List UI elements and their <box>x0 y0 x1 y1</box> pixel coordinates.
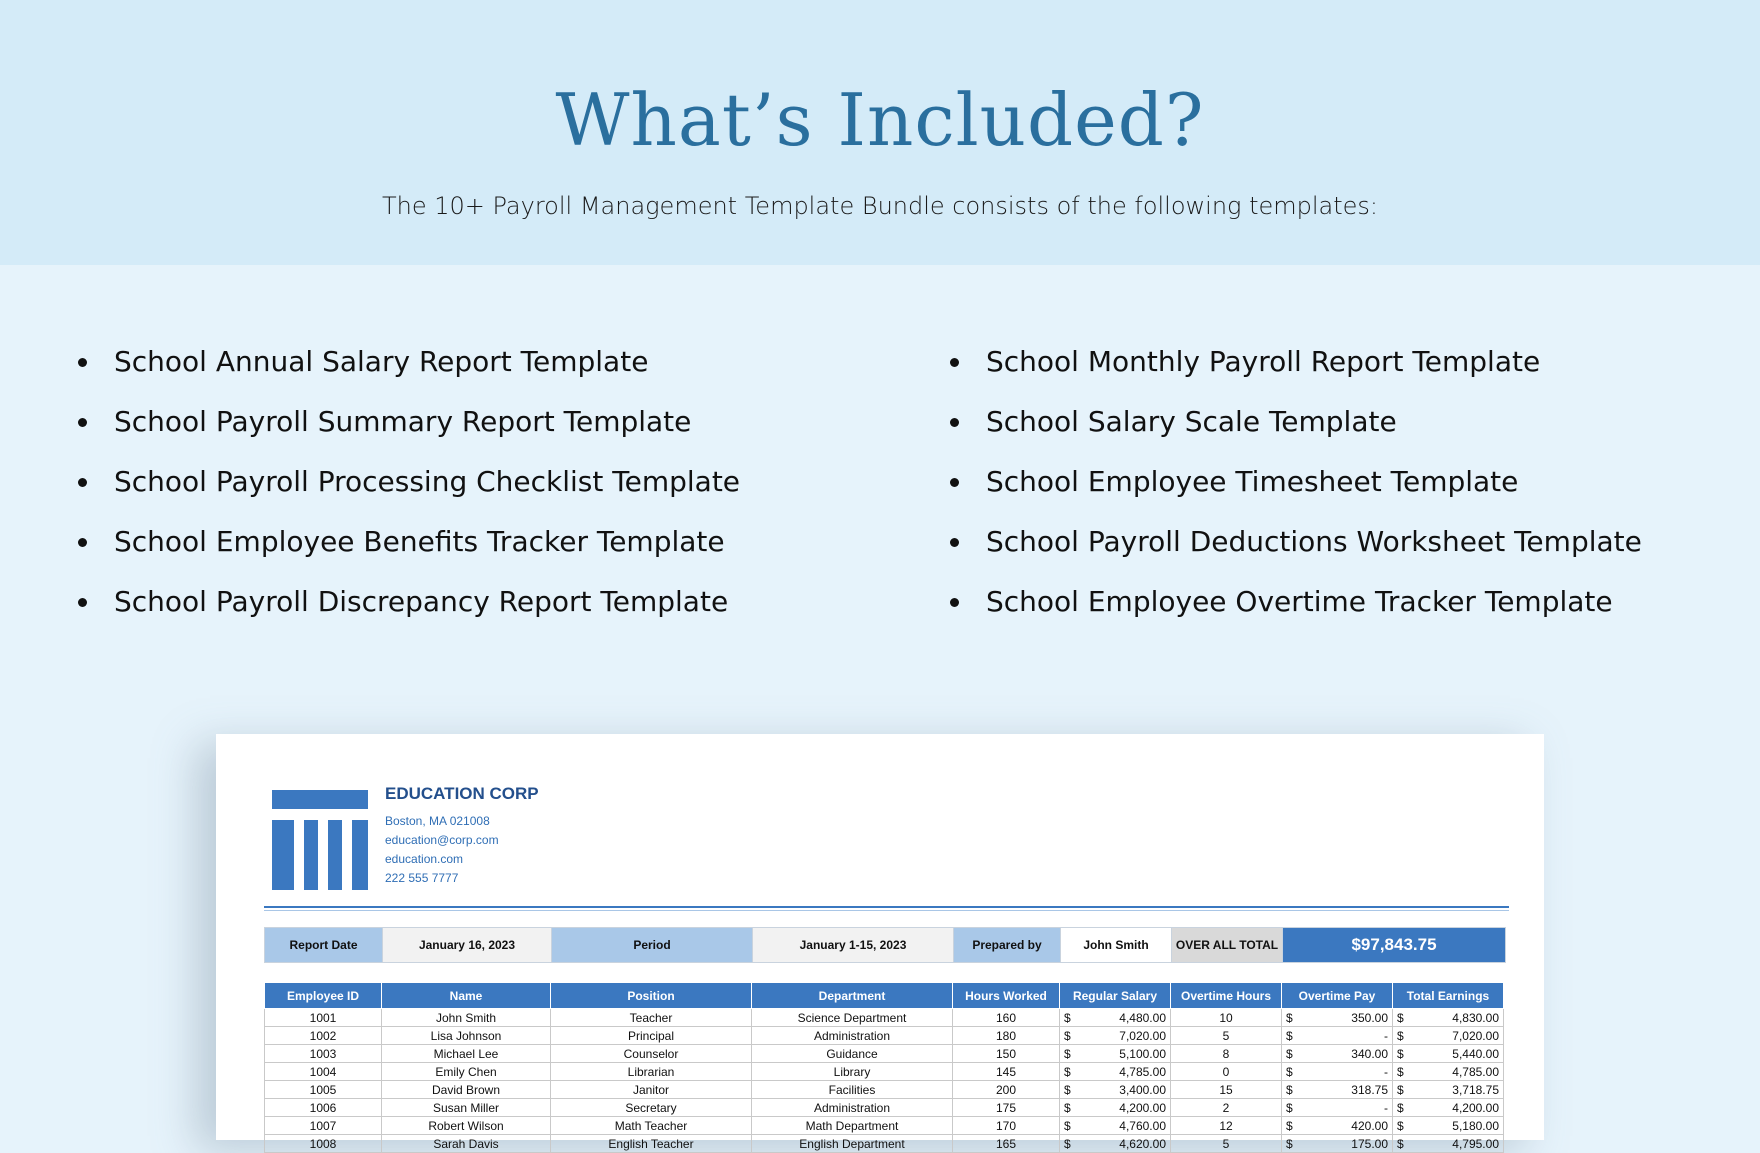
amount: - <box>1384 1100 1388 1115</box>
currency-symbol: $ <box>1286 1136 1293 1151</box>
cell-total <box>1393 1099 1504 1117</box>
template-list-item <box>72 338 740 398</box>
cell-ot_pay <box>1282 1099 1393 1117</box>
hero-banner <box>0 0 1760 265</box>
cell-total <box>1393 1135 1504 1153</box>
table-row <box>265 1081 1504 1099</box>
overall-total-value: $97,843.75 <box>1283 928 1506 963</box>
cell-department: Administration <box>752 1027 953 1045</box>
template-list-left <box>72 338 740 638</box>
template-list-item <box>944 518 1642 578</box>
currency-symbol: $ <box>1286 1010 1293 1025</box>
amount: 3,400.00 <box>1119 1082 1166 1097</box>
amount: 4,795.00 <box>1452 1136 1499 1151</box>
cell-ot_pay <box>1282 1135 1393 1153</box>
table-row <box>265 1009 1504 1027</box>
cell-ot_hours: 5 <box>1171 1135 1282 1153</box>
page-title: What’s Included? <box>555 78 1205 162</box>
cell-department: Facilities <box>752 1081 953 1099</box>
bullet-icon <box>78 418 87 427</box>
cell-id: 1005 <box>265 1081 382 1099</box>
divider-thin <box>264 910 1509 911</box>
cell-id: 1008 <box>265 1135 382 1153</box>
payroll-table <box>264 982 1504 1153</box>
column-header: Employee ID <box>265 983 382 1009</box>
template-name: School Payroll Discrepancy Report Template <box>114 585 729 618</box>
company-website: education.com <box>385 852 464 866</box>
bullet-icon <box>950 418 959 427</box>
currency-symbol: $ <box>1064 1064 1071 1079</box>
cell-hours: 160 <box>953 1009 1060 1027</box>
cell-id: 1004 <box>265 1063 382 1081</box>
column-header: Name <box>382 983 551 1009</box>
currency-symbol: $ <box>1286 1028 1293 1043</box>
amount: 340.00 <box>1351 1046 1388 1061</box>
template-name: School Salary Scale Template <box>986 405 1397 438</box>
currency-symbol: $ <box>1286 1064 1293 1079</box>
amount: 7,020.00 <box>1452 1028 1499 1043</box>
cell-ot_hours: 2 <box>1171 1099 1282 1117</box>
cell-name: John Smith <box>382 1009 551 1027</box>
company-logo <box>272 790 368 890</box>
amount: 4,785.00 <box>1119 1064 1166 1079</box>
currency-symbol: $ <box>1064 1100 1071 1115</box>
currency-symbol: $ <box>1397 1118 1404 1133</box>
cell-id: 1001 <box>265 1009 382 1027</box>
currency-symbol: $ <box>1397 1136 1404 1151</box>
cell-hours: 170 <box>953 1117 1060 1135</box>
currency-symbol: $ <box>1064 1046 1071 1061</box>
amount: 4,785.00 <box>1452 1064 1499 1079</box>
cell-ot_pay <box>1282 1027 1393 1045</box>
cell-salary <box>1060 1063 1171 1081</box>
column-header: Department <box>752 983 953 1009</box>
column-header: Total Earnings <box>1393 983 1504 1009</box>
currency-symbol: $ <box>1064 1082 1071 1097</box>
cell-ot_pay <box>1282 1063 1393 1081</box>
cell-ot_hours: 10 <box>1171 1009 1282 1027</box>
bullet-icon <box>950 478 959 487</box>
cell-position: Counselor <box>551 1045 752 1063</box>
column-header: Overtime Pay <box>1282 983 1393 1009</box>
cell-name: Lisa Johnson <box>382 1027 551 1045</box>
currency-symbol: $ <box>1397 1064 1404 1079</box>
column-header: Position <box>551 983 752 1009</box>
amount: - <box>1384 1064 1388 1079</box>
cell-hours: 165 <box>953 1135 1060 1153</box>
currency-symbol: $ <box>1397 1028 1404 1043</box>
summary-bar <box>264 927 1506 963</box>
cell-total <box>1393 1045 1504 1063</box>
company-address: Boston, MA 021008 <box>385 814 490 828</box>
amount: 4,200.00 <box>1452 1100 1499 1115</box>
cell-name: Susan Miller <box>382 1099 551 1117</box>
cell-id: 1003 <box>265 1045 382 1063</box>
bullet-icon <box>950 358 959 367</box>
column-header: Overtime Hours <box>1171 983 1282 1009</box>
prepared-by-label: Prepared by <box>954 928 1061 963</box>
cell-id: 1002 <box>265 1027 382 1045</box>
cell-name: Robert Wilson <box>382 1117 551 1135</box>
amount: 318.75 <box>1351 1082 1388 1097</box>
amount: 4,480.00 <box>1119 1010 1166 1025</box>
amount: 5,180.00 <box>1452 1118 1499 1133</box>
amount: 4,760.00 <box>1119 1118 1166 1133</box>
cell-department: Math Department <box>752 1117 953 1135</box>
cell-hours: 150 <box>953 1045 1060 1063</box>
table-row <box>265 1099 1504 1117</box>
cell-position: Librarian <box>551 1063 752 1081</box>
amount: 5,440.00 <box>1452 1046 1499 1061</box>
cell-position: Janitor <box>551 1081 752 1099</box>
page-subtitle: The 10+ Payroll Management Template Bundle consists of the following templates: <box>381 192 1378 220</box>
cell-position: English Teacher <box>551 1135 752 1153</box>
template-list-item <box>72 578 740 638</box>
cell-department: Science Department <box>752 1009 953 1027</box>
table-row <box>265 1063 1504 1081</box>
cell-total <box>1393 1009 1504 1027</box>
cell-department: Guidance <box>752 1045 953 1063</box>
cell-name: David Brown <box>382 1081 551 1099</box>
currency-symbol: $ <box>1397 1082 1404 1097</box>
column-header: Regular Salary <box>1060 983 1171 1009</box>
amount: 350.00 <box>1351 1010 1388 1025</box>
cell-position: Math Teacher <box>551 1117 752 1135</box>
template-name: School Employee Timesheet Template <box>986 465 1519 498</box>
template-list-item <box>72 398 740 458</box>
cell-id: 1007 <box>265 1117 382 1135</box>
amount: 4,620.00 <box>1119 1136 1166 1151</box>
cell-department: Library <box>752 1063 953 1081</box>
currency-symbol: $ <box>1397 1100 1404 1115</box>
cell-hours: 180 <box>953 1027 1060 1045</box>
template-list-item <box>944 398 1642 458</box>
template-name: School Payroll Processing Checklist Template <box>114 465 741 498</box>
cell-ot_pay <box>1282 1009 1393 1027</box>
currency-symbol: $ <box>1286 1118 1293 1133</box>
table-row <box>265 1045 1504 1063</box>
template-list-item <box>944 458 1642 518</box>
cell-ot_hours: 5 <box>1171 1027 1282 1045</box>
amount: 4,830.00 <box>1452 1010 1499 1025</box>
cell-ot_pay <box>1282 1045 1393 1063</box>
cell-id: 1006 <box>265 1099 382 1117</box>
currency-symbol: $ <box>1286 1046 1293 1061</box>
cell-department: English Department <box>752 1135 953 1153</box>
cell-salary <box>1060 1099 1171 1117</box>
cell-salary <box>1060 1135 1171 1153</box>
cell-position: Teacher <box>551 1009 752 1027</box>
cell-ot_pay <box>1282 1117 1393 1135</box>
cell-hours: 175 <box>953 1099 1060 1117</box>
template-list-item <box>944 578 1642 638</box>
bullet-icon <box>950 538 959 547</box>
cell-salary <box>1060 1009 1171 1027</box>
template-list-item <box>72 518 740 578</box>
company-email: education@corp.com <box>385 833 499 847</box>
period-value: January 1-15, 2023 <box>753 928 954 963</box>
amount: - <box>1384 1028 1388 1043</box>
cell-name: Emily Chen <box>382 1063 551 1081</box>
cell-total <box>1393 1081 1504 1099</box>
template-list-item <box>944 338 1642 398</box>
cell-salary <box>1060 1117 1171 1135</box>
cell-ot_hours: 12 <box>1171 1117 1282 1135</box>
cell-ot_hours: 0 <box>1171 1063 1282 1081</box>
cell-ot_hours: 8 <box>1171 1045 1282 1063</box>
cell-name: Sarah Davis <box>382 1135 551 1153</box>
template-name: School Employee Overtime Tracker Template <box>986 585 1613 618</box>
amount: 3,718.75 <box>1452 1082 1499 1097</box>
amount: 4,200.00 <box>1119 1100 1166 1115</box>
table-row <box>265 1027 1504 1045</box>
company-phone: 222 555 7777 <box>385 871 459 885</box>
cell-salary <box>1060 1045 1171 1063</box>
amount: 420.00 <box>1351 1118 1388 1133</box>
bullet-icon <box>78 478 87 487</box>
bullet-icon <box>78 358 87 367</box>
cell-salary <box>1060 1027 1171 1045</box>
divider <box>264 906 1509 908</box>
amount: 175.00 <box>1351 1136 1388 1151</box>
table-row <box>265 1117 1504 1135</box>
amount: 7,020.00 <box>1119 1028 1166 1043</box>
cell-position: Principal <box>551 1027 752 1045</box>
overall-total-label: OVER ALL TOTAL <box>1172 928 1283 963</box>
currency-symbol: $ <box>1064 1010 1071 1025</box>
cell-hours: 200 <box>953 1081 1060 1099</box>
period-label: Period <box>552 928 753 963</box>
currency-symbol: $ <box>1064 1028 1071 1043</box>
template-list-right <box>944 338 1642 638</box>
cell-salary <box>1060 1081 1171 1099</box>
payroll-sheet-preview <box>216 734 1544 1151</box>
company-name: EDUCATION CORP <box>385 784 539 803</box>
cell-total <box>1393 1063 1504 1081</box>
template-name: School Payroll Summary Report Template <box>114 405 692 438</box>
template-name: School Monthly Payroll Report Template <box>986 345 1541 378</box>
currency-symbol: $ <box>1286 1100 1293 1115</box>
bullet-icon <box>78 538 87 547</box>
cell-total <box>1393 1027 1504 1045</box>
report-date-label: Report Date <box>265 928 383 963</box>
template-name: School Payroll Deductions Worksheet Template <box>986 525 1642 558</box>
currency-symbol: $ <box>1286 1082 1293 1097</box>
cell-hours: 145 <box>953 1063 1060 1081</box>
report-date-value: January 16, 2023 <box>383 928 552 963</box>
amount: 5,100.00 <box>1119 1046 1166 1061</box>
table-row <box>265 1135 1504 1153</box>
prepared-by-value: John Smith <box>1061 928 1172 963</box>
cell-name: Michael Lee <box>382 1045 551 1063</box>
currency-symbol: $ <box>1064 1136 1071 1151</box>
bullet-icon <box>950 598 959 607</box>
cell-department: Administration <box>752 1099 953 1117</box>
cell-ot_hours: 15 <box>1171 1081 1282 1099</box>
template-name: School Annual Salary Report Template <box>114 345 649 378</box>
cell-total <box>1393 1117 1504 1135</box>
template-list-item <box>72 458 740 518</box>
template-name: School Employee Benefits Tracker Template <box>114 525 725 558</box>
cell-ot_pay <box>1282 1081 1393 1099</box>
bullet-icon <box>78 598 87 607</box>
currency-symbol: $ <box>1064 1118 1071 1133</box>
cell-position: Secretary <box>551 1099 752 1117</box>
currency-symbol: $ <box>1397 1010 1404 1025</box>
currency-symbol: $ <box>1397 1046 1404 1061</box>
column-header: Hours Worked <box>953 983 1060 1009</box>
